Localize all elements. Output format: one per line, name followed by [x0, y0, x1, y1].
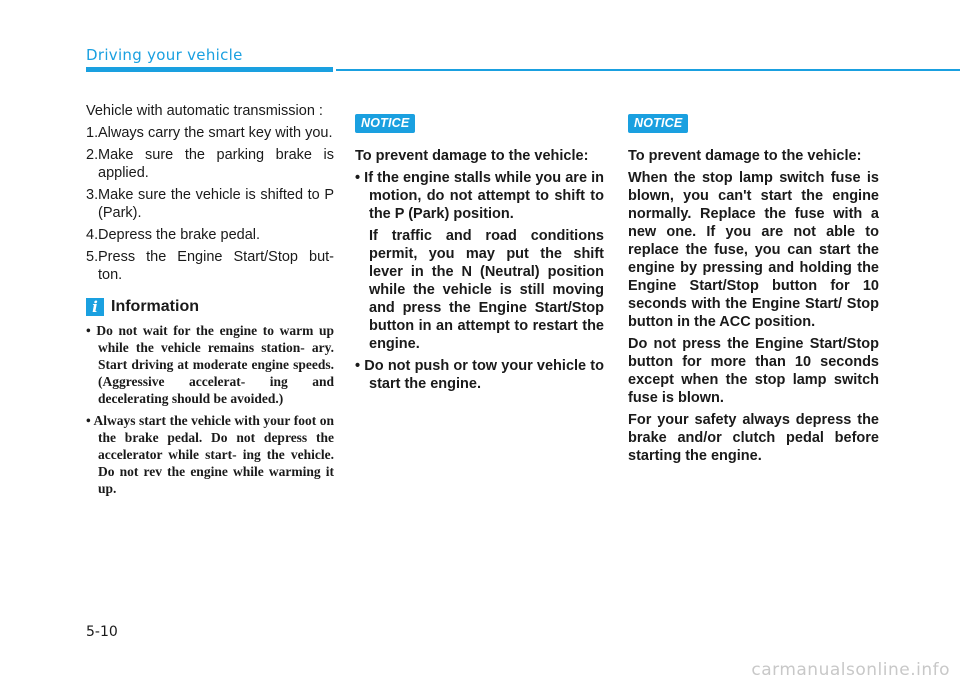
notice-lead: To prevent damage to the vehicle: [355, 148, 589, 164]
page-number: 5-10 [86, 624, 118, 640]
notice-paragraph: For your safety always depress the brake and/or clutch pedal before starting the engine. [628, 412, 879, 464]
notice-paragraph: Do not press the Engine Start/Stop button for more than 10 seconds except when the stop lamp switch fuse is blown. [628, 336, 879, 406]
notice-lead: To prevent damage to the vehicle: [628, 148, 862, 164]
step-item: 2.Make sure the parking brake is applied. [86, 147, 334, 181]
notice-list-2 [355, 357, 604, 393]
information-header [86, 298, 334, 316]
intro-text: Vehicle with automatic transmission : [86, 103, 323, 119]
notice-paragraph: When the stop lamp switch fuse is blown, you can't start the engine normally. Replace the fuse with a new one. If you are not able to replace the fuse, you can start the engine by pressing and holding the Engine Start/Stop button for 10 seconds with the Engine Start/ Stop button in the ACC position. [628, 170, 879, 330]
step-item: 5.Press the Engine Start/Stop but- ton. [86, 249, 334, 283]
step-item: 1.Always carry the smart key with you. [86, 125, 333, 141]
notice-badge: NOTICE [628, 114, 688, 133]
information-bullet: • Always start the vehicle with your foot on the brake pedal. Do not depress the accelerator while start- ing the vehicle. Do not rev the engine while warming it up. [86, 413, 334, 496]
notice-badge: NOTICE [355, 114, 415, 133]
header-rule-thick [86, 67, 333, 72]
notice-bullet: • Do not push or tow your vehicle to start the engine. [355, 358, 604, 392]
information-title: Information [111, 298, 199, 315]
step-item: 3.Make sure the vehicle is shifted to P (Park). [86, 187, 334, 221]
column-right [628, 114, 879, 469]
step-item: 4.Depress the brake pedal. [86, 227, 261, 243]
column-middle [355, 114, 604, 397]
start-steps-list [86, 124, 334, 284]
notice-list [355, 169, 604, 223]
info-icon: i [86, 298, 104, 316]
information-bullet: • Do not wait for the engine to warm up while the vehicle remains station- ary. Start driving at moderate engine speeds. (Aggressive accelerat- ing and decelerating should be avoided.) [86, 323, 334, 406]
information-list [86, 322, 334, 497]
column-left [86, 102, 334, 502]
notice-bullet: • If the engine stalls while you are in motion, do not attempt to shift to the P (Park) position. [355, 170, 604, 222]
header-rule-thin [336, 69, 960, 71]
section-title: Driving your vehicle [86, 46, 243, 64]
watermark: carmanualsonline.info [751, 660, 950, 680]
notice-paragraph: If traffic and road conditions permit, you may put the shift lever in the N (Neutral) position while the vehicle is still moving and press the Engine Start/Stop button in an attempt to restart the engine. [369, 228, 604, 352]
